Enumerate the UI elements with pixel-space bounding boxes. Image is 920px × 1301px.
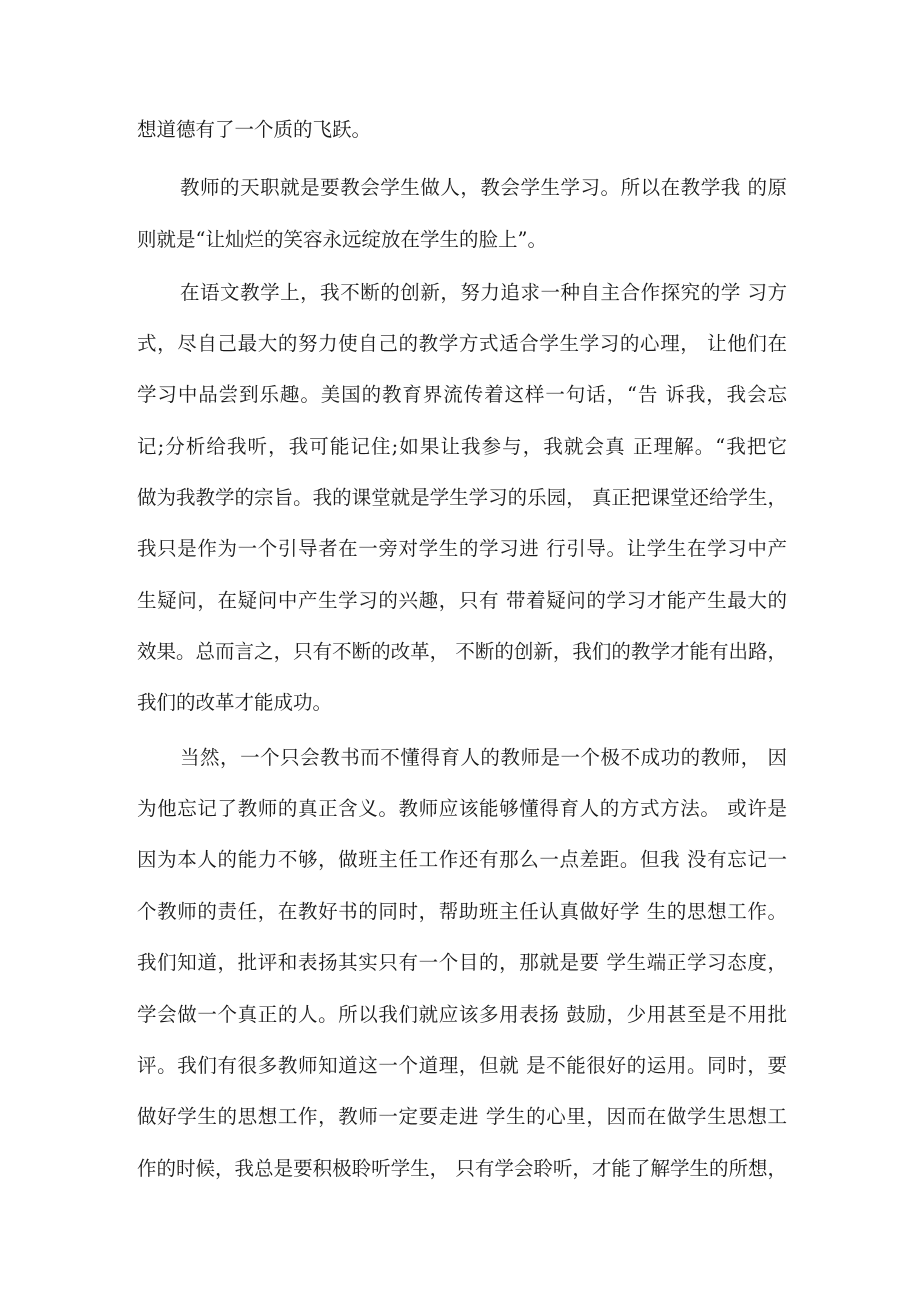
text-line: 评。我们有很多教师知道这一个道理，但就 是不能很好的运用。同时，要 — [137, 1054, 787, 1077]
text-line: 我们知道，批评和表扬其实只有一个目的，那就是要 学生端正学习态度， — [137, 951, 787, 974]
text-line: 因为本人的能力不够，做班主任工作还有那么一点差距。但我 没有忘记一 — [137, 848, 787, 871]
text-line: 学习中品尝到乐趣。美国的教育界流传着这样一句话，“告 诉我，我会忘 — [137, 383, 787, 406]
text-line: 当然，一个只会教书而不懂得育人的教师是一个极不成功的教师， 因 — [180, 746, 787, 769]
text-line: 学会做一个真正的人。所以我们就应该多用表扬 鼓励，少用甚至是不用批 — [137, 1003, 787, 1026]
text-line: 在语文教学上，我不断的创新，努力追求一种自主合作探究的学 习方 — [180, 281, 787, 304]
text-line: 做为我教学的宗旨。我的课堂就是学生学习的乐园， 真正把课堂还给学生， — [137, 486, 787, 509]
text-line: 教师的天职就是要教会学生做人，教会学生学习。所以在教学我 的原 — [180, 176, 787, 199]
text-line: 生疑问，在疑问中产生学习的兴趣，只有 带着疑问的学习才能产生最大的 — [137, 589, 787, 612]
text-line: 我们的改革才能成功。 — [137, 691, 333, 714]
text-line: 记;分析给我听，我可能记住;如果让我参与，我就会真 正理解。“我把它 — [137, 435, 787, 458]
text-line: 效果。总而言之，只有不断的改革， 不断的创新，我们的教学才能有出路， — [137, 640, 787, 663]
text-line: 式，尽自己最大的努力使自己的教学方式适合学生学习的心理， 让他们在 — [137, 332, 787, 355]
text-line: 作的时候，我总是要积极聆听学生， 只有学会聆听，才能了解学生的所想， — [137, 1157, 787, 1180]
text-line: 个教师的责任，在教好书的同时，帮助班主任认真做好学 生的思想工作。 — [137, 900, 787, 923]
text-line: 则就是“让灿烂的笑容永远绽放在学生的脸上”。 — [137, 228, 547, 251]
text-line: 做好学生的思想工作，教师一定要走进 学生的心里，因而在做学生思想工 — [137, 1105, 787, 1128]
text-line: 我只是作为一个引导者在一旁对学生的学习进 行引导。让学生在学习中产 — [137, 537, 787, 560]
text-line: 为他忘记了教师的真正含义。教师应该能够懂得育人的方式方法。 或许是 — [137, 797, 787, 820]
text-line: 想道德有了一个质的飞跃。 — [137, 118, 372, 141]
